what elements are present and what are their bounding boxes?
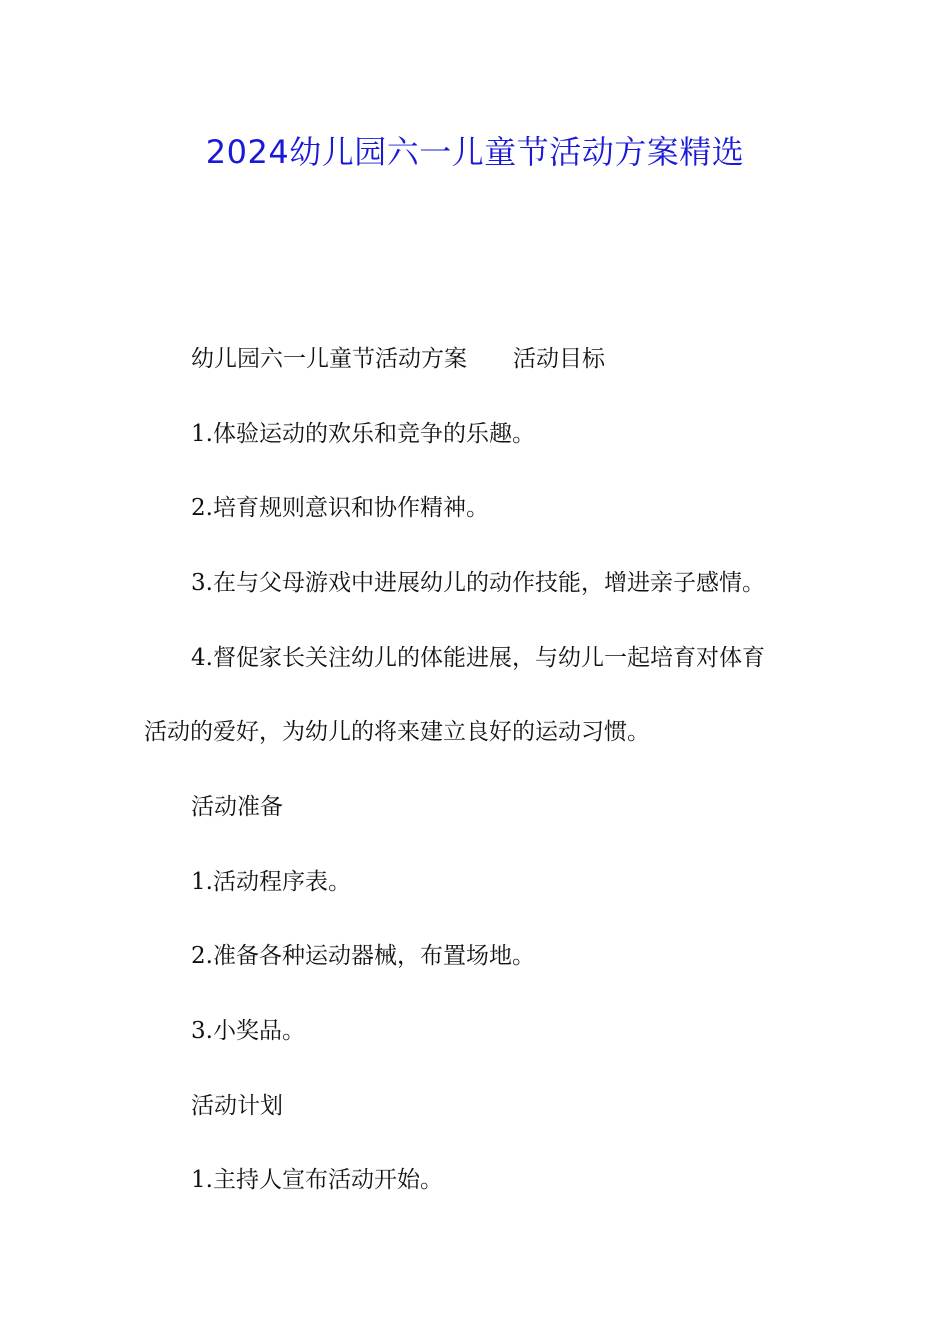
goal-item-1: 1.体验运动的欢乐和竞争的乐趣。 xyxy=(191,421,535,447)
goal-item-4-continued: 活动的爱好，为幼儿的将来建立良好的运动习惯。 xyxy=(144,719,650,745)
preparation-item-2: 2.准备各种运动器械，布置场地。 xyxy=(191,943,535,969)
goal-item-4: 4.督促家长关注幼儿的体能进展，与幼儿一起培育对体育 xyxy=(191,645,765,671)
plan-name: 幼儿园六一儿童节活动方案 xyxy=(191,346,467,372)
preparation-item-3: 3.小奖品。 xyxy=(191,1018,305,1044)
goal-item-2: 2.培育规则意识和协作精神。 xyxy=(191,495,489,521)
plan-item-1: 1.主持人宣布活动开始。 xyxy=(191,1167,443,1193)
preparation-heading: 活动准备 xyxy=(191,794,283,820)
goals-heading: 活动目标 xyxy=(513,346,605,372)
goal-item-3: 3.在与父母游戏中进展幼儿的动作技能，增进亲子感情。 xyxy=(191,570,765,596)
heading-line xyxy=(191,343,605,375)
plan-heading: 活动计划 xyxy=(191,1093,283,1119)
document-title: 2024幼儿园六一儿童节活动方案精选 xyxy=(205,133,745,171)
preparation-item-1: 1.活动程序表。 xyxy=(191,869,351,895)
